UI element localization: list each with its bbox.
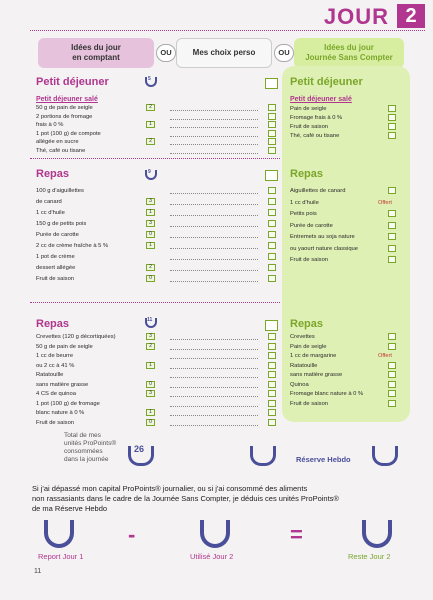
propoints-badge: 9 bbox=[148, 169, 151, 175]
checkbox-repas-1[interactable] bbox=[265, 170, 278, 181]
write-in-line[interactable] bbox=[170, 387, 258, 388]
deduction-paragraph bbox=[32, 484, 412, 514]
perso-points-checkbox[interactable] bbox=[268, 381, 276, 388]
label-reste-jour-2: Reste Jour 2 bbox=[348, 552, 391, 561]
propoints-icon bbox=[145, 77, 157, 87]
reserve-hebdo-label: Réserve Hebdo bbox=[296, 455, 351, 464]
write-in-line[interactable] bbox=[170, 193, 258, 194]
sans-compter-checkbox[interactable] bbox=[388, 114, 396, 121]
total-label bbox=[64, 432, 116, 464]
perso-points-checkbox[interactable] bbox=[268, 275, 276, 282]
write-in-line[interactable] bbox=[170, 248, 258, 249]
perso-points-checkbox[interactable] bbox=[268, 409, 276, 416]
food-item: 4 CS de quinoa bbox=[36, 391, 76, 397]
perso-points-checkbox[interactable] bbox=[268, 198, 276, 205]
sans-compter-checkbox[interactable] bbox=[388, 333, 396, 340]
food-item: 50 g de pain de seigle bbox=[36, 343, 93, 350]
sans-compter-checkbox[interactable] bbox=[388, 390, 396, 397]
right-sub-dejeuner-sale: Petit déjeuner salé bbox=[290, 96, 352, 103]
food-item: de canard bbox=[36, 199, 62, 205]
write-in-line[interactable] bbox=[170, 358, 258, 359]
food-item: Crevettes (120 g décortiquées) bbox=[36, 334, 116, 340]
points-value: 3 bbox=[146, 390, 155, 397]
food-item: Fruit de saison bbox=[36, 276, 75, 282]
right-title-repas-1: Repas bbox=[290, 168, 324, 180]
food-item: frais à 0 % bbox=[36, 122, 64, 128]
food-item: 1 pot (100 g) de fromage bbox=[36, 400, 100, 407]
perso-points-checkbox[interactable] bbox=[268, 253, 276, 260]
write-in-line[interactable] bbox=[170, 226, 258, 227]
perso-points-checkbox[interactable] bbox=[268, 121, 276, 128]
points-value: 2 bbox=[146, 264, 155, 271]
points-value: 1 bbox=[146, 409, 155, 416]
write-in-line[interactable] bbox=[170, 215, 258, 216]
report-jour-1-icon[interactable] bbox=[44, 520, 74, 548]
points-value: 1 bbox=[146, 242, 155, 249]
perso-points-checkbox[interactable] bbox=[268, 343, 276, 350]
sans-compter-checkbox[interactable] bbox=[388, 187, 396, 194]
perso-points-checkbox[interactable] bbox=[268, 147, 276, 154]
write-in-line[interactable] bbox=[170, 406, 258, 407]
tab-journee-sans-compter[interactable] bbox=[294, 38, 404, 68]
write-in-line[interactable] bbox=[170, 349, 258, 350]
food-item: Ratatouille bbox=[36, 372, 64, 378]
sans-compter-item: Crevettes bbox=[290, 334, 315, 340]
paragraph-line-3: de ma Réserve Hebdo bbox=[32, 504, 108, 513]
food-item: 2 cc de crème fraîche à 5 % bbox=[36, 243, 109, 249]
page-number: 11 bbox=[34, 568, 42, 575]
sans-compter-checkbox[interactable] bbox=[388, 132, 396, 139]
points-value: 3 bbox=[146, 198, 155, 205]
sans-compter-checkbox[interactable] bbox=[388, 105, 396, 112]
sans-compter-item: Pain de seigle bbox=[290, 106, 327, 112]
sans-compter-checkbox[interactable] bbox=[388, 233, 396, 240]
sans-compter-item: Fruit de saison bbox=[290, 257, 329, 263]
sans-compter-item: Entremets au soja nature bbox=[290, 234, 355, 240]
perso-points-checkbox[interactable] bbox=[268, 209, 276, 216]
points-value: 0 bbox=[146, 231, 155, 238]
tab-idees-en-comptant[interactable] bbox=[38, 38, 154, 68]
section-title-repas-1: Repas bbox=[36, 168, 70, 180]
write-in-line[interactable] bbox=[170, 377, 258, 378]
write-in-line[interactable] bbox=[170, 153, 258, 154]
sans-compter-checkbox[interactable] bbox=[388, 343, 396, 350]
sans-compter-checkbox[interactable] bbox=[388, 222, 396, 229]
sans-compter-checkbox[interactable] bbox=[388, 245, 396, 252]
sans-compter-item: ou yaourt nature classique bbox=[290, 245, 358, 252]
sans-compter-item: Fruit de saison bbox=[290, 400, 329, 407]
sans-compter-checkbox[interactable] bbox=[388, 256, 396, 263]
section-title-repas-2: Repas bbox=[36, 318, 70, 330]
propoints-badge: 11 bbox=[147, 317, 153, 323]
write-in-line[interactable] bbox=[170, 136, 258, 137]
food-item: Purée de carotte bbox=[36, 232, 79, 238]
section-divider bbox=[30, 302, 280, 303]
sans-compter-item: Quinoa bbox=[290, 381, 309, 388]
ou-separator-1: OU bbox=[156, 44, 176, 62]
sans-compter-item: Fruit de saison bbox=[290, 124, 329, 130]
utilise-jour-2-icon[interactable] bbox=[200, 520, 230, 548]
checkbox-petit-dejeuner[interactable] bbox=[265, 78, 278, 89]
sans-compter-item: Ratatouille bbox=[290, 362, 318, 369]
points-value: 1 bbox=[146, 362, 155, 369]
points-value: 2 bbox=[146, 343, 155, 350]
label-utilise-jour-2: Utilisé Jour 2 bbox=[190, 552, 234, 561]
sans-compter-item: Fromage frais à 0 % bbox=[290, 115, 343, 121]
offert-tag: Offert bbox=[378, 353, 392, 359]
right-title-petit-dejeuner: Petit déjeuner bbox=[290, 76, 363, 88]
perso-points-checkbox[interactable] bbox=[268, 400, 276, 407]
food-item: Fruit de saison bbox=[36, 419, 75, 426]
write-in-line[interactable] bbox=[170, 119, 258, 120]
perso-points-checkbox[interactable] bbox=[268, 104, 276, 111]
sans-compter-item: Pain de seigle bbox=[290, 343, 327, 350]
write-in-line[interactable] bbox=[170, 339, 258, 340]
minus-sign: - bbox=[128, 522, 136, 547]
sans-compter-checkbox[interactable] bbox=[388, 371, 396, 378]
food-item: blanc nature à 0 % bbox=[36, 410, 85, 416]
perso-points-checkbox[interactable] bbox=[268, 371, 276, 378]
sub-title-dejeuner-sale: Petit déjeuner salé bbox=[36, 96, 98, 103]
sans-compter-checkbox[interactable] bbox=[388, 362, 396, 369]
propoints-icon bbox=[145, 170, 157, 180]
propoints-perso-total-icon[interactable] bbox=[250, 446, 276, 466]
checkbox-repas-2[interactable] bbox=[265, 320, 278, 331]
label-report-jour-1: Report Jour 1 bbox=[38, 552, 84, 561]
perso-points-checkbox[interactable] bbox=[268, 242, 276, 249]
sans-compter-item: Purée de carotte bbox=[290, 222, 333, 229]
section-divider bbox=[30, 158, 280, 159]
sans-compter-item: Fromage blanc nature à 0 % bbox=[290, 391, 364, 397]
food-item: 50 g de pain de seigle bbox=[36, 105, 93, 111]
write-in-line[interactable] bbox=[170, 259, 258, 260]
points-value: 0 bbox=[146, 419, 155, 426]
points-value: 3 bbox=[146, 333, 155, 340]
total-label-text: Total de mes unités ProPoints® consommées dans la journée bbox=[64, 432, 117, 463]
perso-points-checkbox[interactable] bbox=[268, 220, 276, 227]
sans-compter-item: Thé, café ou tisane bbox=[290, 133, 340, 139]
food-item: Thé, café ou tisane bbox=[36, 147, 86, 154]
write-in-line[interactable] bbox=[170, 425, 258, 426]
perso-points-checkbox[interactable] bbox=[268, 113, 276, 120]
sans-compter-checkbox[interactable] bbox=[388, 210, 396, 217]
sans-compter-checkbox[interactable] bbox=[388, 381, 396, 388]
sans-compter-item: Petits pois bbox=[290, 211, 317, 217]
food-item: 1 pot (100 g) de compote bbox=[36, 130, 101, 137]
tab-mes-choix-perso[interactable]: Mes choix perso bbox=[176, 38, 272, 68]
paragraph-line-1: Si j'ai dépassé mon capital ProPoints® journalier, ou si j'ai consommé des aliments bbox=[32, 484, 308, 493]
food-item: 1 cc d'huile bbox=[36, 210, 65, 216]
perso-points-checkbox[interactable] bbox=[268, 352, 276, 359]
write-in-line[interactable] bbox=[170, 270, 258, 271]
total-value: 26 bbox=[134, 444, 145, 454]
equals-sign: = bbox=[290, 522, 303, 547]
perso-points-checkbox[interactable] bbox=[268, 138, 276, 145]
perso-points-checkbox[interactable] bbox=[268, 362, 276, 369]
food-item: 2 portions de fromage bbox=[36, 113, 93, 120]
food-item: allégée en sucre bbox=[36, 139, 79, 145]
perso-points-checkbox[interactable] bbox=[268, 333, 276, 340]
write-in-line[interactable] bbox=[170, 127, 258, 128]
perso-points-checkbox[interactable] bbox=[268, 264, 276, 271]
food-item: 1 pot de crème bbox=[36, 254, 75, 260]
sans-compter-item: sans matière grasse bbox=[290, 372, 343, 378]
right-title-repas-2: Repas bbox=[290, 318, 324, 330]
sans-compter-item: 1 cc d'huile bbox=[290, 199, 319, 206]
write-in-line[interactable] bbox=[170, 368, 258, 369]
reste-jour-2-icon[interactable] bbox=[362, 520, 392, 548]
sans-compter-checkbox[interactable] bbox=[388, 400, 396, 407]
perso-points-checkbox[interactable] bbox=[268, 187, 276, 194]
perso-points-checkbox[interactable] bbox=[268, 419, 276, 426]
food-item: dessert allégée bbox=[36, 265, 76, 271]
paragraph-line-2: non rassasiants dans le cadre de la Journée Sans Compter, je déduis ces unités ProPoints® bbox=[32, 494, 339, 503]
food-item: sans matière grasse bbox=[36, 381, 89, 388]
sans-compter-item: 1 cc de margarine bbox=[290, 353, 337, 359]
points-value: 1 bbox=[146, 209, 155, 216]
perso-points-checkbox[interactable] bbox=[268, 231, 276, 238]
write-in-line[interactable] bbox=[170, 110, 258, 111]
food-item: 150 g de petits pois bbox=[36, 221, 87, 227]
points-value: 0 bbox=[146, 275, 155, 282]
day-number-badge: 2 bbox=[397, 4, 425, 28]
food-item: 1 cc de beurre bbox=[36, 353, 74, 359]
write-in-line[interactable] bbox=[170, 396, 258, 397]
points-value: 1 bbox=[146, 121, 155, 128]
points-value: 2 bbox=[146, 104, 155, 111]
points-value: 0 bbox=[146, 381, 155, 388]
write-in-line[interactable] bbox=[170, 204, 258, 205]
write-in-line[interactable] bbox=[170, 144, 258, 145]
tab-sans-compter-label: Idées du jour Journée Sans Compter bbox=[305, 43, 393, 62]
propoints-badge: 5 bbox=[148, 76, 151, 82]
perso-points-checkbox[interactable] bbox=[268, 390, 276, 397]
food-item: 100 g d'aiguillettes bbox=[36, 188, 84, 194]
perso-points-checkbox[interactable] bbox=[268, 130, 276, 137]
points-value: 2 bbox=[146, 138, 155, 145]
write-in-line[interactable] bbox=[170, 415, 258, 416]
sans-compter-item: Aiguillettes de canard bbox=[290, 188, 346, 194]
write-in-line[interactable] bbox=[170, 237, 258, 238]
sans-compter-checkbox[interactable] bbox=[388, 123, 396, 130]
reserve-hebdo-icon[interactable] bbox=[372, 446, 398, 466]
tab-idees-label: Idées du jour en comptant bbox=[71, 43, 121, 62]
points-value: 3 bbox=[146, 220, 155, 227]
offert-tag: Offert bbox=[378, 199, 392, 206]
header-divider bbox=[30, 30, 425, 31]
food-item: ou 2 cc à 41 % bbox=[36, 362, 75, 369]
section-title-petit-dejeuner: Petit déjeuner bbox=[36, 76, 109, 88]
write-in-line[interactable] bbox=[170, 281, 258, 282]
page-title: JOUR bbox=[323, 4, 389, 29]
ou-separator-2: OU bbox=[274, 44, 294, 62]
